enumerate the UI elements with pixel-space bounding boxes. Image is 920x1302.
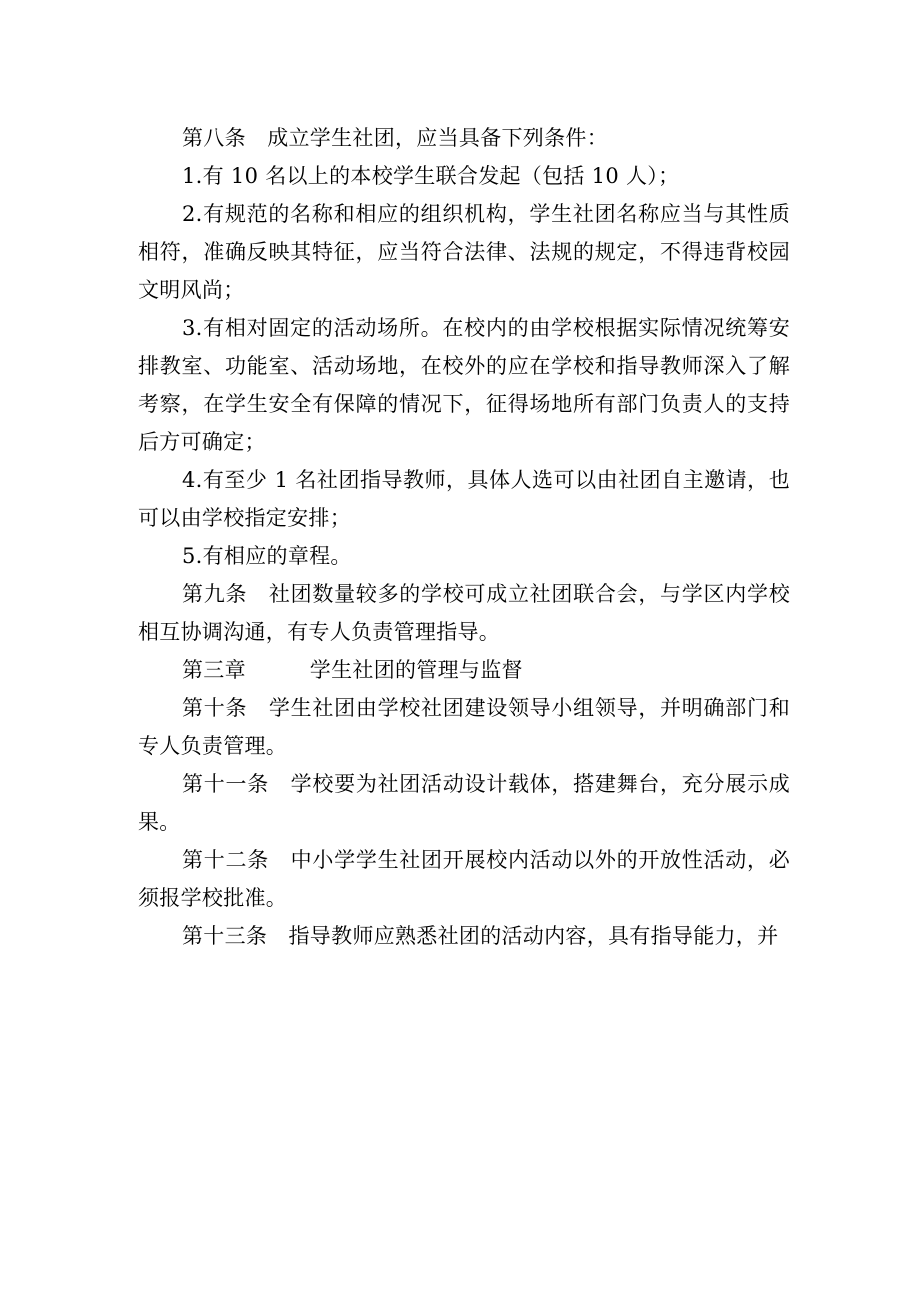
document-body [138, 119, 790, 955]
condition-5: 5.有相应的章程。 [182, 544, 352, 568]
article-13: 第十三条 指导教师应熟悉社团的活动内容，具有指导能力，并 [182, 924, 779, 948]
chapter-3-title: 第三章 学生社团的管理与监督 [182, 658, 523, 682]
condition-3: 3.有相对固定的活动场所。在校内的由学校根据实际情况统筹安排教室、功能室、活动场地，在校外的应在学校和指导教师深入了解考察，在学生安全有保障的情况下，征得场地所有部门负责人的支持后方可确定； [138, 316, 790, 454]
article-12: 第十二条 中小学学生社团开展校内活动以外的开放性活动，必须报学校批准。 [138, 848, 790, 910]
condition-2: 2.有规范的名称和相应的组织机构，学生社团名称应当与其性质相符，准确反映其特征，应当符合法律、法规的规定，不得违背校园文明风尚； [138, 202, 790, 302]
article-10: 第十条 学生社团由学校社团建设领导小组领导，并明确部门和专人负责管理。 [138, 696, 790, 758]
condition-4: 4.有至少 1 名社团指导教师，具体人选可以由社团自主邀请，也可以由学校指定安排； [138, 468, 790, 530]
article-9: 第九条 社团数量较多的学校可成立社团联合会，与学区内学校相互协调沟通，有专人负责管理指导。 [138, 582, 790, 644]
article-8-heading: 第八条 成立学生社团，应当具备下列条件： [182, 126, 608, 150]
article-11: 第十一条 学校要为社团活动设计载体，搭建舞台，充分展示成果。 [138, 772, 790, 834]
condition-1: 1.有 10 名以上的本校学生联合发起（包括 10 人）； [182, 164, 680, 188]
